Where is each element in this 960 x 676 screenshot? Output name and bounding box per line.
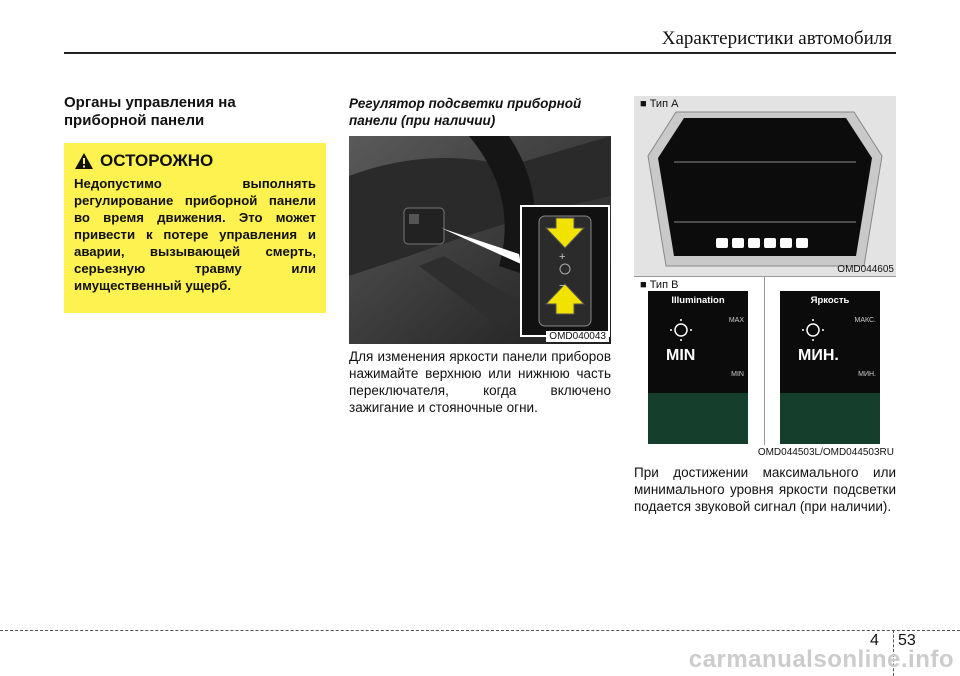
figure-b-code: OMD044503L/OMD044503RU bbox=[757, 447, 894, 458]
panel-en-min: MIN bbox=[731, 371, 744, 378]
cluster-type-a-illustration bbox=[634, 96, 896, 276]
chapter-number: 4 bbox=[870, 632, 879, 649]
section-title: Органы управления на приборной панели bbox=[64, 94, 236, 129]
figure-a-label: ■ Тип A bbox=[640, 98, 679, 110]
figure-b-label: ■ Тип B bbox=[640, 279, 679, 291]
figure-divider bbox=[764, 277, 765, 445]
panel-ru-footer bbox=[780, 393, 880, 444]
warning-triangle-icon bbox=[74, 152, 94, 170]
brightness-icon bbox=[802, 319, 824, 341]
panel-en-title: Illumination bbox=[671, 295, 725, 306]
dashboard-switch-photo bbox=[349, 136, 611, 344]
panel-ru-level: МИН. bbox=[798, 347, 839, 364]
panel-en-footer bbox=[648, 393, 748, 444]
panel-ru-min: МИН. bbox=[858, 371, 876, 378]
warning-box bbox=[64, 143, 326, 313]
figure-type-a bbox=[634, 96, 896, 276]
plus-sign: + bbox=[559, 251, 566, 263]
header-rule bbox=[64, 52, 896, 54]
running-header: Характеристики автомобиля bbox=[661, 28, 892, 49]
watermark: carmanualsonline.info bbox=[688, 646, 954, 673]
subsection-title: Регулятор подсветки приборной панели (при наличии) bbox=[349, 96, 582, 128]
brightness-icon bbox=[670, 319, 692, 341]
warning-text: Недопустимо выполнять регулирование приборной панели во время движения. Это может привести к потере управления и аварии, вызывающей смерть, серьезную травму или имущественный ущерб. bbox=[74, 176, 316, 293]
figure-type-b bbox=[634, 276, 896, 459]
photo-code: OMD040043 bbox=[546, 331, 609, 342]
body-text-right: При достижении максимального или минимального уровня яркости подсветки подается звуковой сигнал (при наличии). bbox=[634, 465, 896, 514]
illumination-panel-ru bbox=[780, 291, 880, 444]
panel-ru-title: Яркость bbox=[810, 295, 850, 306]
warning-heading bbox=[74, 151, 316, 171]
minus-sign: − bbox=[559, 280, 566, 292]
figure-a-code: OMD044605 bbox=[837, 264, 894, 275]
panel-en-level: MIN bbox=[666, 347, 696, 364]
panel-ru-max: МАКС. bbox=[854, 317, 876, 324]
panel-en-max: MAX bbox=[728, 317, 744, 324]
illumination-panel-en bbox=[648, 291, 748, 444]
footer-rule bbox=[0, 630, 960, 631]
page-number: 53 bbox=[898, 632, 916, 649]
body-text-middle: Для изменения яркости панели приборов нажимайте верхнюю или нижнюю часть переключателя, когда включено зажигание и стояночные огни. bbox=[349, 349, 611, 415]
warning-heading-text: ОСТОРОЖНО bbox=[100, 151, 214, 170]
dashboard-illustration bbox=[349, 136, 611, 344]
